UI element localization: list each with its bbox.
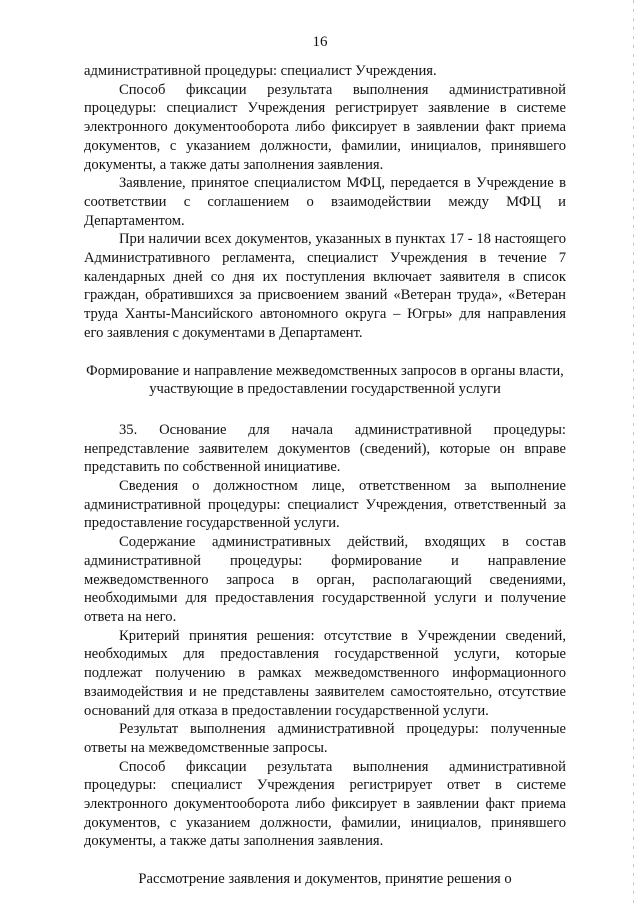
paragraph-result-fixation-method: Способ фиксации результата выполнения административной процедуры: специалист Учреждения регистрирует ответ в системе электронного документооборота либо фиксирует в заявлении факт приема документов, с указанием должности, фамилии, инициалов, принявшего документы, а также даты заполнения заявления. [84, 758, 566, 850]
section-heading-interagency-requests: Формирование и направление межведомственных запросов в органы власти, участвующие в предоставлении государственной услуги [86, 362, 564, 398]
section-spacer [84, 399, 566, 421]
paragraph-item-35-basis: 35. Основание для начала административной процедуры: непредставление заявителем документов (сведений), которые он вправе представить по собственной инициативе. [84, 421, 566, 476]
document-body [84, 62, 566, 889]
paragraph-actions-content: Содержание административных действий, входящих в состав административной процедуры: формирование и направление межведомственного запроса в орган, располагающий сведениями, необходимыми для предоставления государственной услуги и получение ответа на него. [84, 534, 566, 625]
paragraph-documents-inclusion: При наличии всех документов, указанных в пунктах 17 - 18 настоящего Административного регламента, специалист Учреждения в течение 7 календарных дней со дня их поступления включает заявителя в список граждан, обратившихся за присвоением званий «Ветеран труда», «Ветеран труда Ханты-Мансийского автономного округа – Югры» для направления его заявления с документами в Департамент. [84, 231, 566, 341]
paragraph-procedure-result: Результат выполнения административной процедуры: полученные ответы на межведомственные запросы. [84, 721, 566, 756]
paragraph-decision-criterion: Критерий принятия решения: отсутствие в Учреждении сведений, необходимых для предоставления государственной услуги, которые подлежат получению в рамках межведомственного информационного взаимодействия и не представлены заявителем самостоятельно, отсутствие оснований для отказа в предоставлении государственной услуги. [84, 627, 566, 719]
section-spacer [84, 851, 566, 870]
paragraph-continuation: административной процедуры: специалист Учреждения. [84, 63, 437, 79]
paragraph-mfc-transfer: Заявление, принятое специалистом МФЦ, передается в Учреждение в соответствии с соглашением о взаимодействии между МФЦ и Департаментом. [84, 175, 566, 229]
paragraph-responsible-official: Сведения о должностном лице, ответственном за выполнение административной процедуры: специалист Учреждения, ответственный за предоставление государственной услуги. [84, 478, 566, 532]
section-spacer [84, 343, 566, 362]
page-number: 16 [312, 34, 328, 50]
paragraph-fixation-method: Способ фиксации результата выполнения административной процедуры: специалист Учреждения регистрирует заявление в системе электронного документооборота либо фиксирует в заявлении факт приема документов, с указанием должности, фамилии, инициалов, принявшего документы, а также даты заполнения заявления. [84, 81, 566, 173]
section-heading-review: Рассмотрение заявления и документов, принятие решения о [138, 871, 512, 888]
scan-edge-line [633, 0, 634, 905]
